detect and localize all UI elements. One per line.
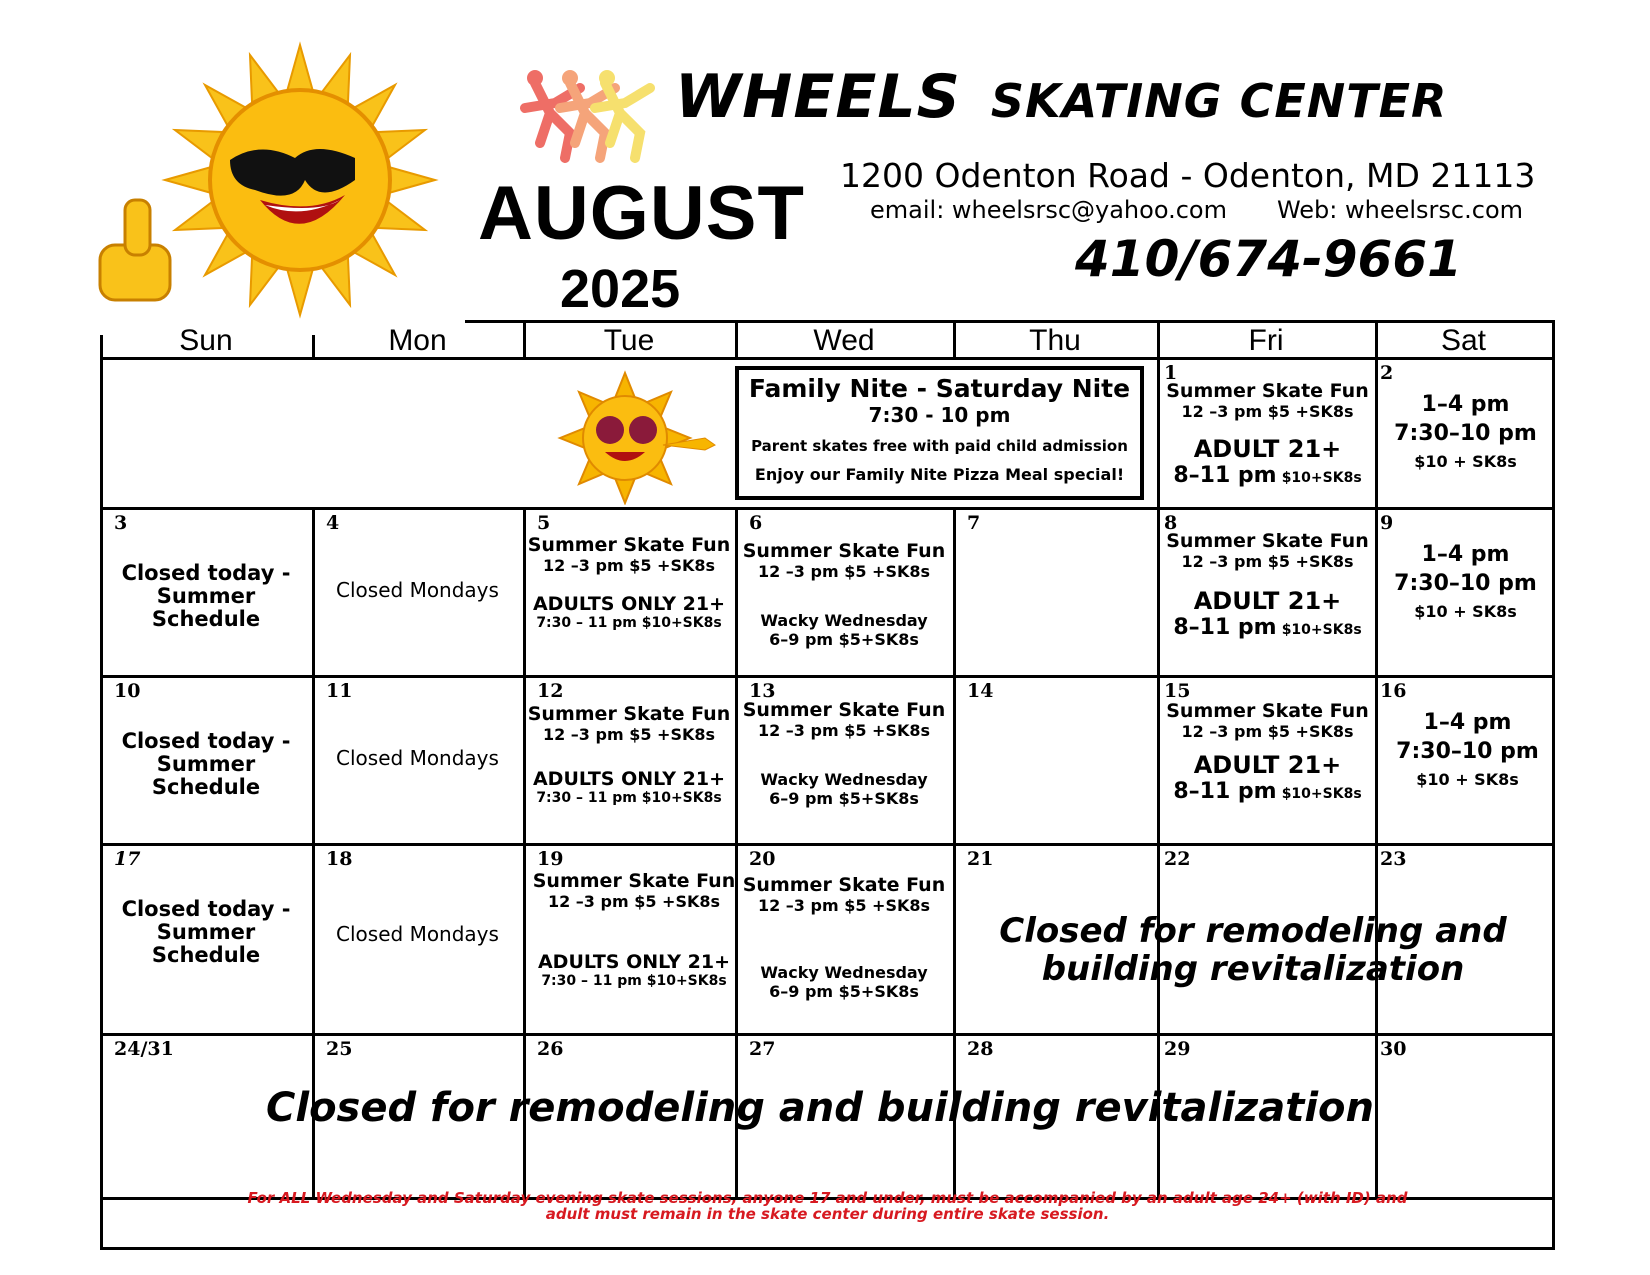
summer-price: 12 –3 pm $5 +SK8s: [757, 721, 931, 740]
family-nite-title: Family Nite - Saturday Nite: [748, 374, 1131, 403]
day-cell-8: [1160, 530, 1375, 640]
summer-price: 12 –3 pm $5 +SK8s: [1181, 402, 1354, 421]
small-sun-icon: [555, 370, 735, 505]
website: Web: wheelsrsc.com: [1276, 196, 1524, 224]
adult21: ADULT 21+: [1193, 751, 1342, 779]
remodel-notice-week5: Closed for remodeling and building revitalization: [266, 1085, 1374, 1131]
summer-price: 12 –3 pm $5 +SK8s: [542, 725, 716, 744]
footer-line2: adult must remain in the skate center during entire skate session.: [545, 1205, 1110, 1223]
date-17: 17: [114, 848, 141, 870]
date-3: 3: [114, 512, 128, 534]
adult21: ADULT 21+: [1193, 435, 1342, 463]
day-cell-17: [100, 898, 312, 967]
date-1: 1: [1164, 362, 1178, 384]
brand-sub: SKATING CENTER: [990, 74, 1448, 128]
day-cell-13: [735, 699, 953, 808]
closed-sun-line1: Closed today -: [121, 729, 291, 753]
adult21-price: $10+SK8s: [1281, 786, 1362, 802]
month-title: AUGUST: [478, 171, 805, 256]
wacky-wednesday: Wacky Wednesday: [760, 611, 928, 630]
day-cell-18: Closed Mondays: [336, 922, 499, 946]
adults-only-time: 7:30 – 11 pm $10+SK8s: [536, 790, 722, 806]
remodel-line1: Closed for remodeling and: [999, 911, 1507, 951]
summer-price: 12 –3 pm $5 +SK8s: [1181, 722, 1354, 741]
date-29: 29: [1164, 1038, 1191, 1060]
date-20: 20: [749, 848, 776, 870]
brand-title: [675, 62, 1447, 132]
day-header-fri: Fri: [1248, 324, 1284, 357]
year-title: 2025: [560, 259, 681, 319]
family-nite-line2: Enjoy our Family Nite Pizza Meal special!: [754, 465, 1125, 484]
remodel-line2: building revitalization: [1041, 949, 1465, 989]
day-cell-3: [100, 562, 312, 631]
closed-sun-line3: Schedule: [151, 775, 261, 799]
date-23: 23: [1380, 848, 1407, 870]
adult21-price: $10+SK8s: [1281, 470, 1362, 486]
date-26: 26: [537, 1038, 564, 1060]
family-nite-line1: Parent skates free with paid child admission: [751, 437, 1128, 455]
date-9: 9: [1380, 512, 1394, 534]
summer-price: 12 –3 pm $5 +SK8s: [757, 896, 931, 915]
summer-fun: Summer Skate Fun: [527, 534, 731, 556]
closed-sun-line3: Schedule: [151, 607, 261, 631]
date-8: 8: [1164, 512, 1178, 534]
date-24-31: 24/31: [114, 1038, 174, 1060]
family-nite-box: [735, 366, 1144, 500]
date-16: 16: [1380, 680, 1407, 702]
closed-sun-line1: Closed today -: [121, 897, 291, 921]
adult21: ADULT 21+: [1193, 587, 1342, 615]
day-header-sun: Sun: [179, 324, 233, 357]
summer-price: 12 –3 pm $5 +SK8s: [542, 556, 716, 575]
closed-sun-line2: Summer: [156, 752, 256, 776]
day-cell-10: [100, 730, 312, 799]
adult21-price: $10+SK8s: [1281, 622, 1362, 638]
day-header-sat: Sat: [1440, 324, 1487, 357]
sat-day: 1–4 pm: [1421, 392, 1510, 417]
day-header-tue: Tue: [603, 324, 655, 357]
summer-fun: Summer Skate Fun: [742, 699, 946, 721]
summer-price: 12 –3 pm $5 +SK8s: [547, 892, 721, 911]
closed-sun-line3: Schedule: [151, 943, 261, 967]
date-6: 6: [749, 512, 763, 534]
adults-only: ADULTS ONLY 21+: [537, 951, 731, 973]
email: email: wheelsrsc@yahoo.com: [870, 196, 1227, 224]
day-cell-12: [523, 703, 735, 806]
adult21-time: 8–11 pm: [1173, 463, 1277, 488]
sat-eve: 7:30–10 pm: [1394, 571, 1537, 596]
phone-number: 410/674-9661: [1075, 230, 1462, 288]
closed-sun-line2: Summer: [156, 920, 256, 944]
date-2: 2: [1380, 362, 1394, 384]
adults-only: ADULTS ONLY 21+: [532, 593, 726, 615]
sat-eve: 7:30–10 pm: [1396, 739, 1539, 764]
summer-price: 12 –3 pm $5 +SK8s: [1181, 552, 1354, 571]
date-7: 7: [967, 512, 981, 534]
summer-price: 12 –3 pm $5 +SK8s: [757, 562, 931, 581]
contact-line: [870, 196, 1523, 224]
summer-fun: Summer Skate Fun: [1166, 530, 1369, 552]
family-nite-time: 7:30 - 10 pm: [868, 403, 1011, 427]
closed-sun-line1: Closed today -: [121, 561, 291, 585]
summer-fun: Summer Skate Fun: [532, 870, 736, 892]
day-cell-16: [1380, 710, 1555, 789]
date-15: 15: [1164, 680, 1191, 702]
closed-sun-line2: Summer: [156, 584, 256, 608]
adults-only: ADULTS ONLY 21+: [532, 768, 726, 790]
adult21-time: 8–11 pm: [1173, 779, 1277, 804]
summer-fun: Summer Skate Fun: [742, 874, 946, 896]
date-4: 4: [326, 512, 340, 534]
date-25: 25: [326, 1038, 353, 1060]
date-27: 27: [749, 1038, 776, 1060]
day-cell-20: [735, 874, 953, 1001]
wacky-time: 6–9 pm $5+SK8s: [769, 630, 919, 649]
sat-price: $10 + SK8s: [1414, 602, 1517, 621]
date-19: 19: [537, 848, 564, 870]
day-cell-9: [1378, 542, 1553, 621]
wacky-wednesday: Wacky Wednesday: [760, 963, 928, 982]
wacky-time: 6–9 pm $5+SK8s: [769, 789, 919, 808]
date-13: 13: [749, 680, 776, 702]
remodel-notice-week4: [953, 912, 1553, 988]
day-header-wed: Wed: [813, 324, 875, 357]
day-cell-4: Closed Mondays: [336, 578, 499, 602]
adults-only-time: 7:30 – 11 pm $10+SK8s: [541, 973, 727, 989]
day-cell-6: [735, 540, 953, 649]
footer-notice: [100, 1190, 1555, 1222]
brand-main: WHEELS: [675, 62, 961, 132]
day-cell-5: [523, 534, 735, 631]
day-header-thu: Thu: [1029, 324, 1081, 357]
date-5: 5: [537, 512, 551, 534]
date-12: 12: [537, 680, 564, 702]
address: 1200 Odenton Road - Odenton, MD 21113: [840, 156, 1536, 195]
day-cell-19: [523, 870, 745, 989]
wacky-time: 6–9 pm $5+SK8s: [769, 982, 919, 1001]
date-22: 22: [1164, 848, 1191, 870]
day-cell-15: [1160, 700, 1375, 804]
date-21: 21: [967, 848, 994, 870]
sat-price: $10 + SK8s: [1414, 452, 1517, 471]
sat-eve: 7:30–10 pm: [1394, 421, 1537, 446]
footer-line1: For ALL Wednesday and Saturday evening skate sessions, anyone 17 and under, must be accompanied by an adult age 24+ (with ID) and: [247, 1189, 1408, 1207]
adults-only-time: 7:30 – 11 pm $10+SK8s: [536, 615, 722, 631]
sun-with-sunglasses-icon: [95, 40, 485, 325]
summer-fun: Summer Skate Fun: [527, 703, 731, 725]
sat-day: 1–4 pm: [1421, 542, 1510, 567]
day-header-mon: Mon: [388, 324, 447, 357]
skaters-logo-icon: [515, 68, 665, 173]
summer-fun: Summer Skate Fun: [1166, 700, 1369, 722]
day-cell-11: Closed Mondays: [336, 746, 499, 770]
date-14: 14: [967, 680, 994, 702]
date-30: 30: [1380, 1038, 1407, 1060]
day-cell-2: [1378, 392, 1553, 471]
summer-fun: Summer Skate Fun: [742, 540, 946, 562]
summer-fun: Summer Skate Fun: [1166, 380, 1369, 402]
sat-price: $10 + SK8s: [1416, 770, 1519, 789]
date-11: 11: [326, 680, 353, 702]
wacky-wednesday: Wacky Wednesday: [760, 770, 928, 789]
date-28: 28: [967, 1038, 994, 1060]
date-18: 18: [326, 848, 353, 870]
sat-day: 1–4 pm: [1423, 710, 1512, 735]
adult21-time: 8–11 pm: [1173, 615, 1277, 640]
day-cell-1: [1160, 380, 1375, 488]
date-10: 10: [114, 680, 141, 702]
